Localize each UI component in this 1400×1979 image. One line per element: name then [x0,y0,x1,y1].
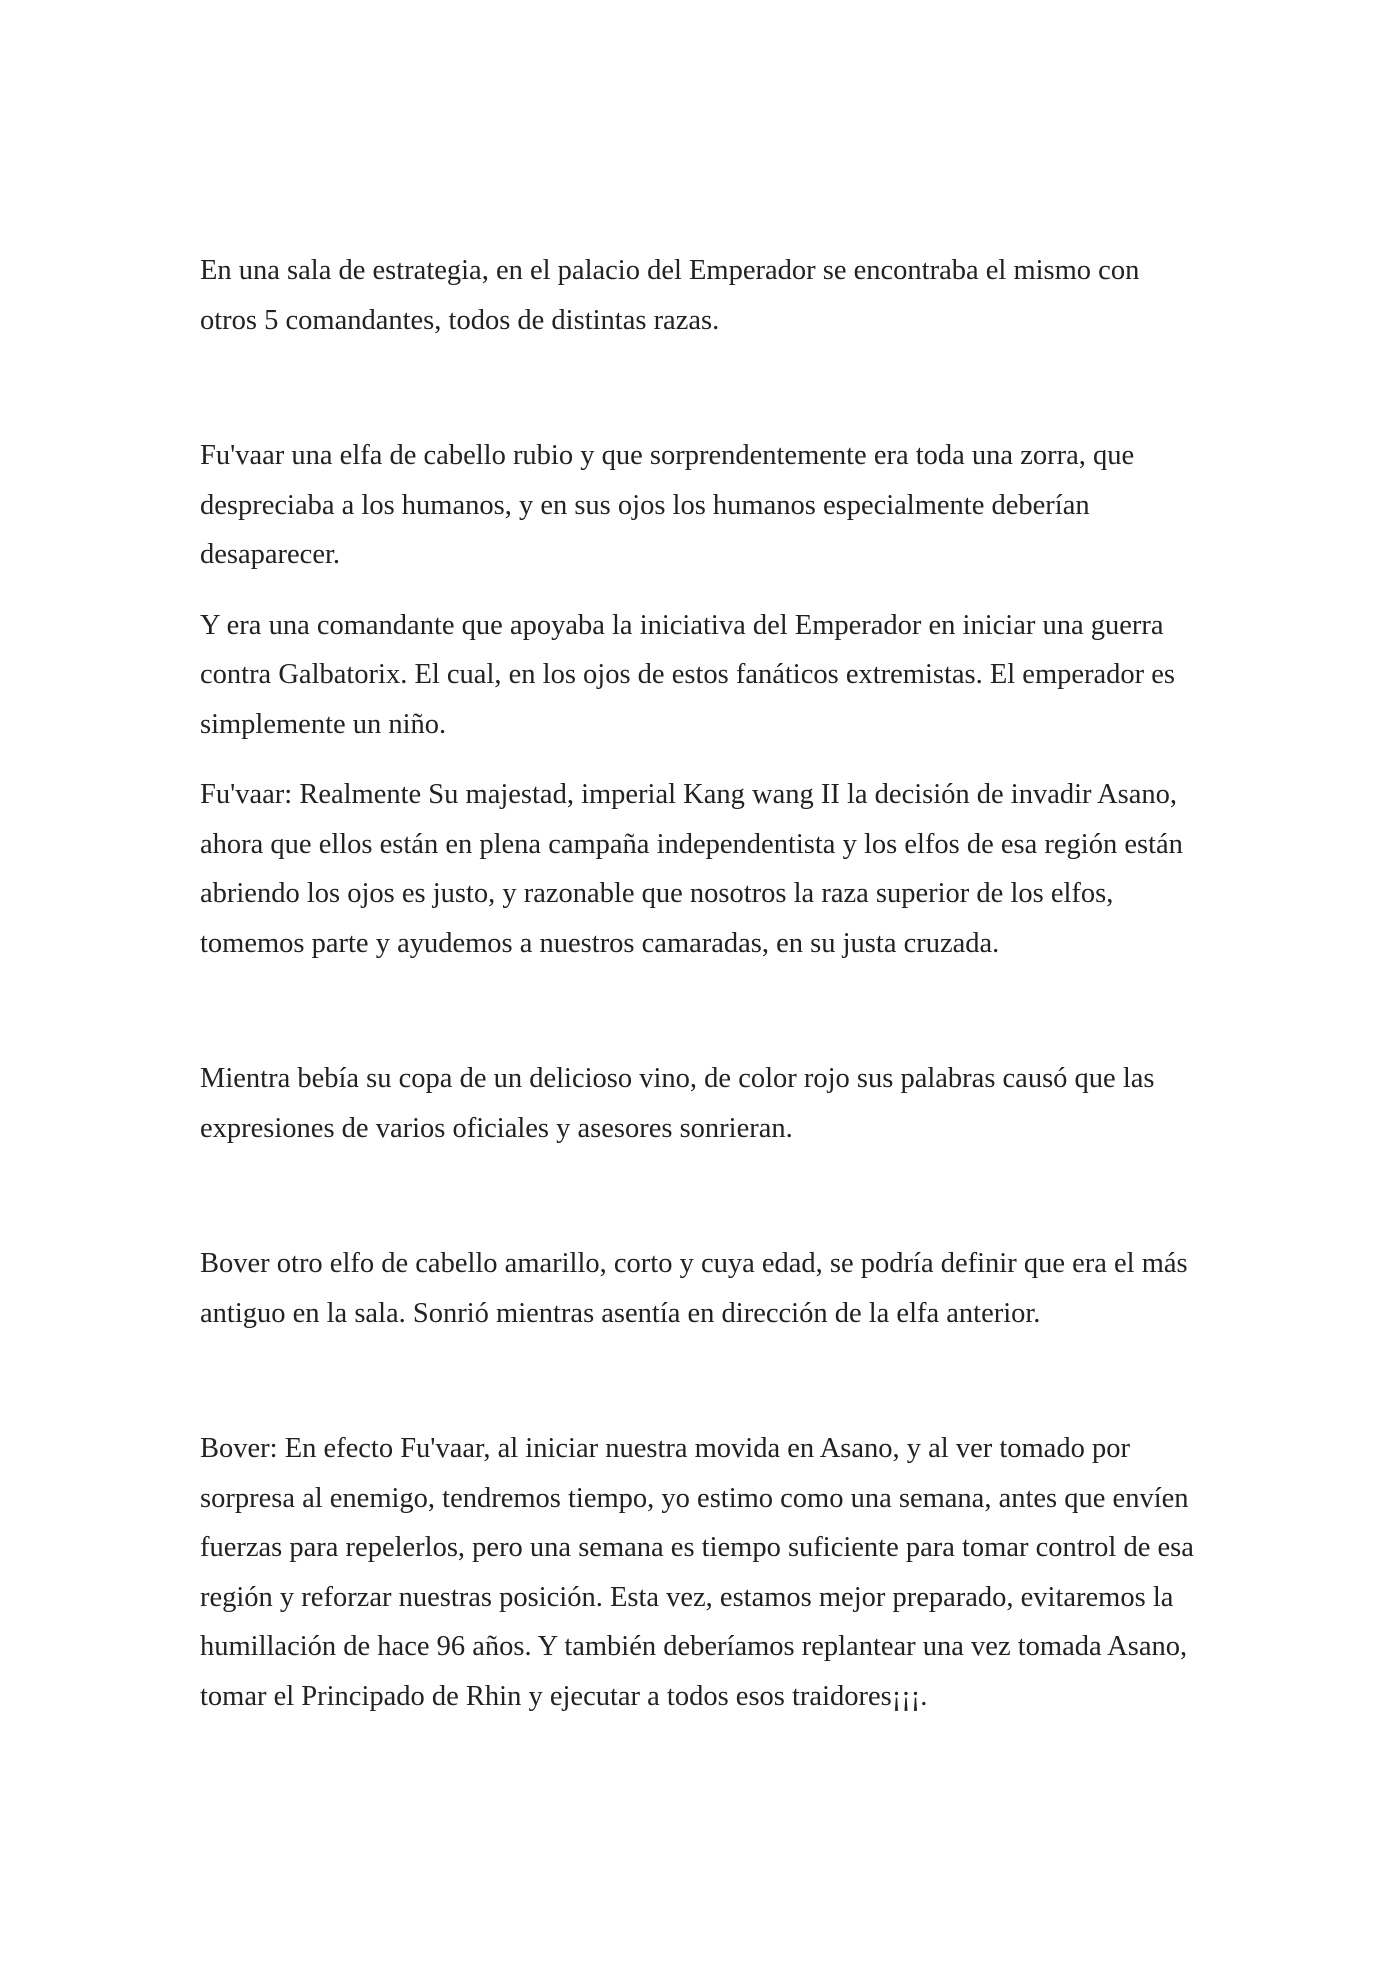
paragraph-spacer [200,749,1200,770]
paragraph-2: Fu'vaar una elfa de cabello rubio y que sorprendentemente era toda una zorra, que despreciaba a los humanos, y en sus ojos los humanos especialmente deberían desaparecer. [200,440,1135,570]
paragraph-spacer [200,1153,1200,1239]
paragraph-7: Bover: En efecto Fu'vaar, al iniciar nuestra movida en Asano, y al ver tomado por sorpresa al enemigo, tendremos tiempo, yo estimo como una semana, antes que envíen fuerzas para repelerlos, pero una semana es tiempo suficiente para tomar control de esa región y reforzar nuestras posición. Esta vez, estamos mejor preparado, evitaremos la humillación de hace 96 años. Y también deberíamos replantear una vez tomada Asano, tomar el Principado de Rhin y ejecutar a todos esos traidores¡¡¡. [200,1433,1194,1712]
paragraph-spacer [200,580,1200,601]
paragraph-4: Fu'vaar: Realmente Su majestad, imperial Kang wang II la decisión de invadir Asano, ahora que ellos están en plena campaña independentista y los elfos de esa región están abriendo los ojos es justo, y razonable que nosotros la raza superior de los elfos, tomemos parte y ayudemos a nuestros camaradas, en su justa cruzada. [200,779,1183,959]
paragraph-5: Mientra bebía su copa de un delicioso vino, de color rojo sus palabras causó que las expresiones de varios oficiales y asesores sonrieran. [200,1063,1155,1144]
paragraph-1: En una sala de estrategia, en el palacio del Emperador se encontraba el mismo con otros 5 comandantes, todos de distintas razas. [200,255,1140,336]
paragraph-spacer [200,1338,1200,1424]
paragraph-spacer [200,345,1200,431]
paragraph-3: Y era una comandante que apoyaba la iniciativa del Emperador en iniciar una guerra contra Galbatorix. El cual, en los ojos de estos fanáticos extremistas. El emperador es simplemente un niño. [200,609,1176,740]
document-body [200,246,1200,1721]
paragraph-6: Bover otro elfo de cabello amarillo, corto y cuya edad, se podría definir que era el más antiguo en la sala. Sonrió mientras asentía en dirección de la elfa anterior. [200,1248,1188,1329]
paragraph-spacer [200,968,1200,1054]
